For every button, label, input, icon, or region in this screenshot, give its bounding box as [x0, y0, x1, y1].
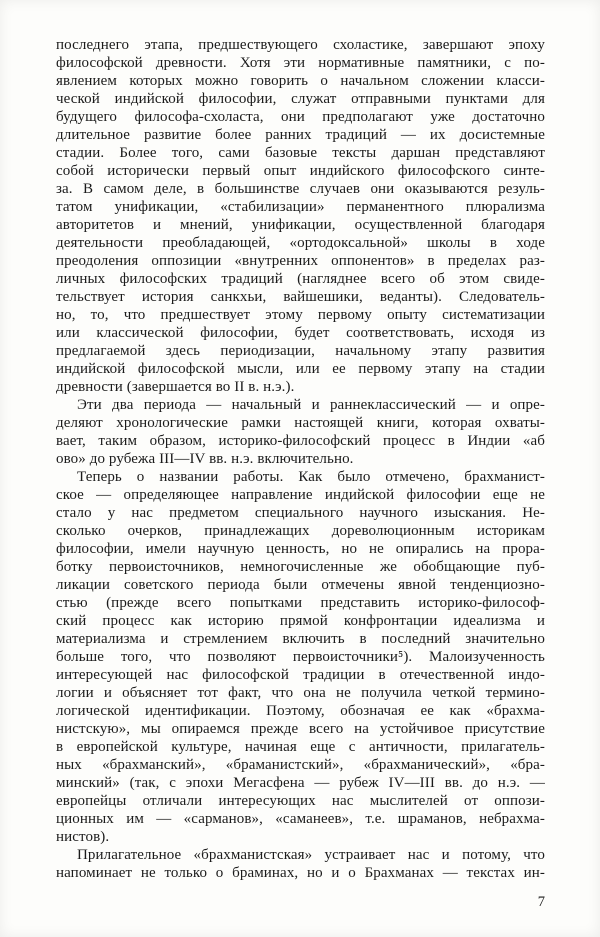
text-line: ликации советского периода были отмечены явной тенденциозно-	[56, 577, 545, 593]
text-line: материализма и стремлением включить в последний значительно	[56, 631, 545, 647]
text-line: сколько очерков, принадлежащих дореволюционным историкам	[56, 523, 545, 539]
text-line: нистскую», мы опираемся прежде всего на устойчивое присутствие	[56, 721, 545, 737]
text-line: минский» (так, с эпохи Мегасфена — рубеж IV—III вв. до н.э. —	[56, 775, 545, 791]
text-line: стало у нас предметом специального научного изыскания. Не-	[56, 505, 545, 521]
text-line: нистов).	[56, 829, 110, 845]
text-line: ческой индийской философии, служат отправными пунктами для	[56, 91, 545, 107]
text-line: логии и объясняет тот факт, что она не получила четкой термино-	[56, 685, 545, 701]
text-line: ово» до рубежа III—IV вв. н.э. включительно.	[56, 451, 354, 467]
text-line: деляют хронологические рамки настоящей книги, которая охваты-	[56, 415, 545, 431]
text-line: Эти два периода — начальный и раннеклассический — и опре-	[77, 397, 545, 413]
text-block	[56, 36, 545, 882]
text-line: деятельности преобладающей, «ортодоксальной» школы в ходе	[56, 235, 545, 251]
text-line: Теперь о названии работы. Как было отмечено, брахманист-	[77, 469, 545, 485]
text-line: или классической философии, будет соответствовать, исходя из	[56, 325, 545, 341]
text-line: философской древности. Хотя эти нормативные памятники, с по-	[56, 55, 545, 71]
text-line: тельствует история санкхьи, вайшешики, веданты). Следователь-	[56, 289, 545, 305]
text-line: будущего философа-схоласта, они предполагают уже достаточно	[56, 109, 545, 125]
text-line: ское — определяющее направление индийской философии еще не	[56, 487, 545, 503]
text-line: но, то, что предшествует этому первому опыту систематизации	[56, 307, 545, 323]
text-line: больше того, что позволяют первоисточники⁵). Малоизученность	[56, 649, 545, 665]
text-line: ботку первоисточников, немногочисленные же обобщающие пуб-	[56, 559, 545, 575]
text-line: философии, имели научную ценность, но не опирались на прора-	[56, 541, 545, 557]
text-line: ционных им — «сарманов», «саманеев», т.е. шраманов, небрахма-	[56, 811, 545, 827]
text-line: интересующей нас философской традиции в отечественной индо-	[56, 667, 545, 683]
text-line: длительное развитие более ранних традиций — их досистемные	[56, 127, 545, 143]
text-line: европейцы отличали интересующих нас мыслителей от оппози-	[56, 793, 545, 809]
text-line: собой исторически первый опыт индийского философского синте-	[56, 163, 545, 179]
text-line: напоминает не только о браминах, но и о Брахманах — текстах ин-	[56, 865, 545, 881]
page-number: 7	[537, 894, 545, 910]
text-line: последнего этапа, предшествующего схоластике, завершают эпоху	[56, 37, 545, 53]
text-line: логической идентификации. Поэтому, обозначая ее как «брахма-	[56, 703, 545, 719]
text-line: за. В самом деле, в большинстве случаев они оказываются резуль-	[56, 181, 545, 197]
text-line: стью (прежде всего попытками представить историко-философ-	[56, 595, 545, 611]
text-line: личных философских традиций (нагляднее всего об этом свиде-	[56, 271, 545, 287]
text-line: древности (завершается во II в. н.э.).	[56, 379, 295, 395]
text-line: ский процесс как историю прямой конфронтации идеализма и	[56, 613, 545, 629]
text-line: Прилагательное «брахманистская» устраивает нас и потому, что	[77, 847, 545, 863]
text-line: ных «брахманский», «браманистский», «брахманический», «бра-	[56, 757, 545, 773]
text-line: вает, таким образом, историко-философский процесс в Индии «аб	[56, 433, 545, 449]
text-line: индийской философской мысли, или ее первому этапу на стадии	[56, 361, 545, 377]
text-line: стадии. Более того, сами базовые тексты даршан представляют	[56, 145, 545, 161]
text-line: преодоления оппозиции «внутренних оппонентов» в пределах раз-	[56, 253, 545, 269]
text-line: в европейской культуре, начиная еще с античности, прилагатель-	[56, 739, 545, 755]
text-line: предлагаемой здесь периодизации, начальному этапу развития	[56, 343, 545, 359]
text-line: авторитетов и мнений, унификации, осуществленной благодаря	[56, 217, 545, 233]
text-line: явлением которых можно говорить о начальном сложении класси-	[56, 73, 545, 89]
text-line: татом унификации, «стабилизации» перманентного плюрализма	[56, 199, 545, 215]
